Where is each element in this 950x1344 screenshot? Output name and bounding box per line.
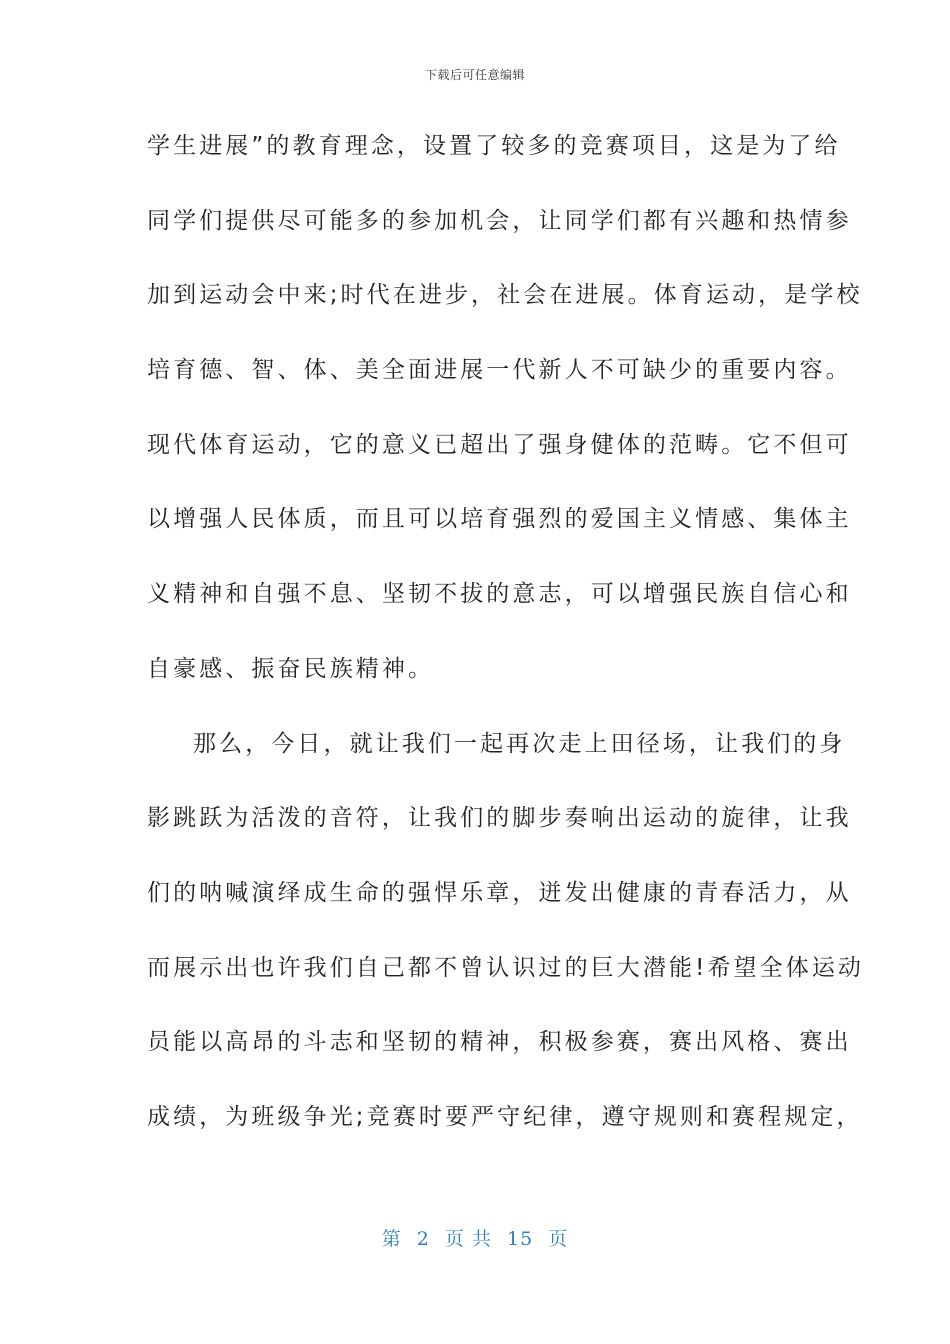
page-middle: 页 共 bbox=[444, 1228, 492, 1250]
text-line: 自豪感、振奋民族精神。 bbox=[147, 655, 435, 682]
document-body bbox=[147, 118, 865, 1164]
text-line: 加到运动会中来;时代在进步，社会在进展。体育运动，是学校 bbox=[147, 282, 863, 309]
page-total: 15 bbox=[507, 1228, 534, 1250]
header-note: 下载后可任意编辑 bbox=[424, 68, 525, 82]
text-line: 同学们提供尽可能多的参加机会，让同学们都有兴趣和热情参 bbox=[147, 207, 852, 234]
text-line: 影跳跃为活泼的音符，让我们的脚步奏响出运动的旋律，让我 bbox=[147, 805, 852, 832]
text-line: 义精神和自强不息、坚韧不拔的意志，可以增强民族自信心和 bbox=[147, 581, 852, 608]
text-line: 培育德、智、体、美全面进展一代新人不可缺少的重要内容。 bbox=[147, 357, 852, 384]
text-line: 成绩，为班级争光;竞赛时要严守纪律，遵守规则和赛程规定， bbox=[147, 1103, 863, 1130]
text-line: 而展示出也许我们自己都不曾认识过的巨大潜能!希望全体运动 bbox=[147, 954, 865, 981]
page-suffix: 页 bbox=[548, 1228, 569, 1250]
page-prefix: 第 bbox=[381, 1228, 402, 1250]
page-number-footer bbox=[0, 1224, 950, 1251]
page-current: 2 bbox=[416, 1228, 430, 1250]
paragraph-start-line: 那么，今日，就让我们一起再次走上田径场，让我们的身 bbox=[193, 730, 846, 757]
text-line: 员能以高昂的斗志和坚韧的精神，积极参赛，赛出风格、赛出 bbox=[147, 1029, 852, 1056]
text-line: 学生进展”的教育理念，设置了较多的竞赛项目，这是为了给 bbox=[147, 133, 841, 159]
text-line: 们的呐喊演绎成生命的强悍乐章，迸发出健康的青春活力，从 bbox=[147, 879, 852, 906]
text-line: 以增强人民体质，而且可以培育强烈的爱国主义情感、集体主 bbox=[147, 506, 852, 533]
text-line: 现代体育运动，它的意义已超出了强身健体的范畴。它不但可 bbox=[147, 431, 852, 458]
